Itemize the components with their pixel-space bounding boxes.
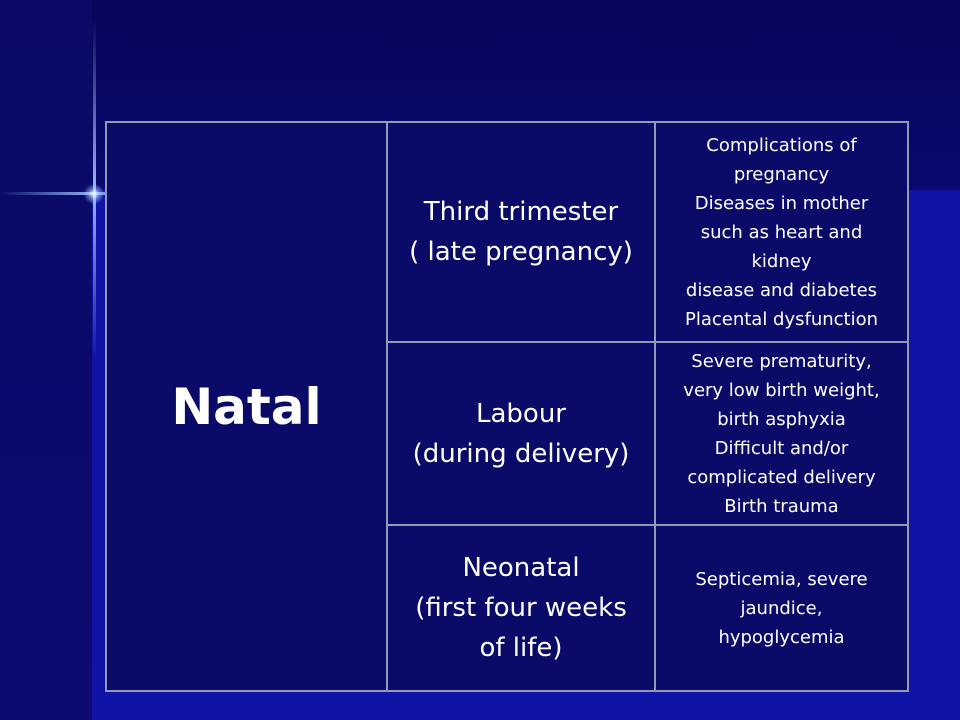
detail-line: very low birth weight, — [683, 379, 880, 401]
sparkle-star-icon — [84, 184, 104, 204]
stage-line: Neonatal — [462, 553, 580, 583]
stage-cell-third-trimester — [387, 122, 655, 342]
stage-cell-neonatal — [387, 525, 655, 691]
detail-line: birth asphyxia — [717, 408, 846, 430]
detail-line: Septicemia, severe — [695, 568, 868, 590]
detail-line: Difficult and/or — [714, 437, 849, 459]
left-panel — [0, 0, 92, 720]
detail-line: Birth trauma — [724, 495, 839, 517]
stage-line: of life) — [479, 633, 563, 663]
detail-line: disease and diabetes — [685, 279, 878, 301]
natal-header-cell — [106, 122, 387, 691]
detail-line: kidney — [751, 250, 812, 272]
stage-cell-labour — [387, 342, 655, 525]
stage-line: (first four weeks — [415, 593, 627, 623]
detail-line: Severe prematurity, — [691, 350, 872, 372]
detail-line: complicated delivery — [687, 466, 876, 488]
detail-cell-neonatal — [655, 525, 908, 691]
detail-line: pregnancy — [733, 163, 830, 185]
natal-factors-table — [105, 121, 909, 692]
detail-line: hypoglycemia — [718, 626, 845, 648]
detail-cell-labour — [655, 342, 908, 525]
table-row — [106, 122, 908, 342]
detail-line: Complications of — [706, 134, 857, 156]
stage-line: (during delivery) — [412, 438, 630, 469]
detail-line: jaundice, — [740, 597, 823, 619]
stage-line: Third trimester — [423, 197, 619, 227]
detail-cell-third-trimester — [655, 122, 908, 342]
stage-line: Labour — [476, 398, 566, 429]
detail-line: Placental dysfunction — [684, 308, 879, 330]
detail-line: such as heart and — [700, 221, 863, 243]
detail-line: Diseases in mother — [694, 192, 869, 214]
stage-line: ( late pregnancy) — [409, 237, 633, 267]
natal-label: Natal — [171, 377, 322, 436]
